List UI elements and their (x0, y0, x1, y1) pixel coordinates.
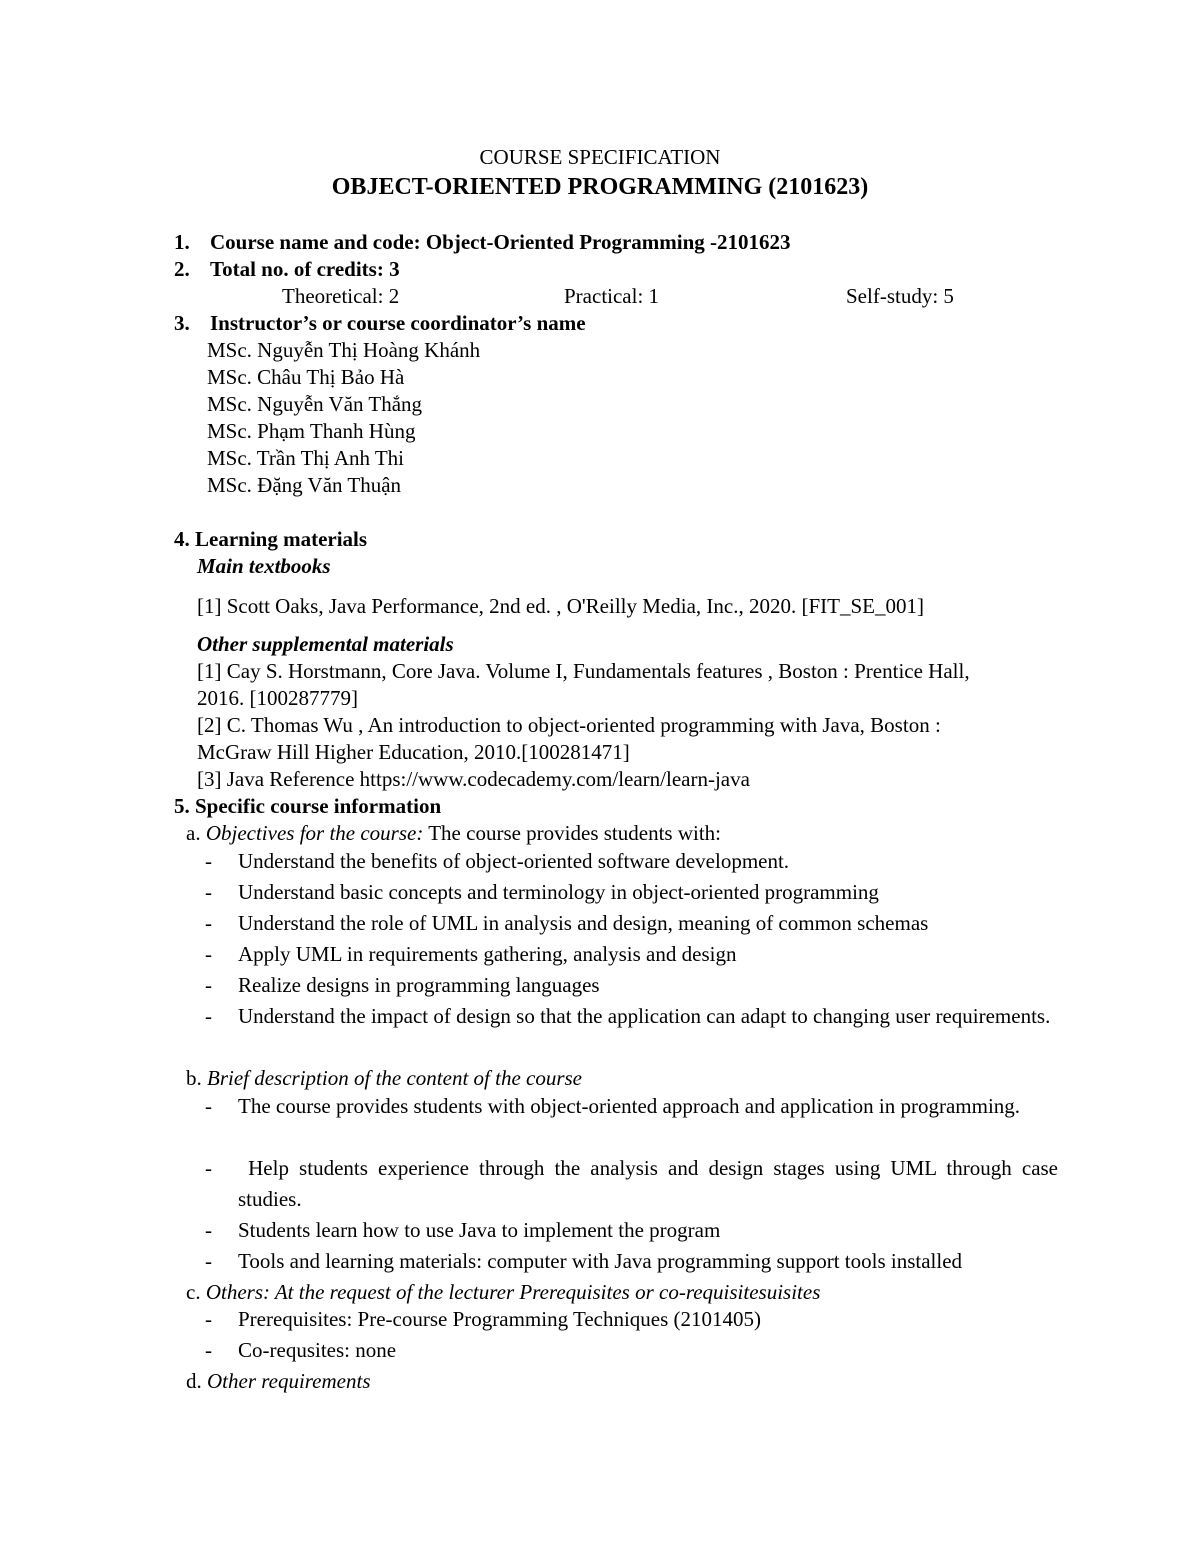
instructor-item: MSc. Châu Thị Bảo Hà (207, 365, 405, 389)
content-item: The course provides students with object-oriented approach and application in programming. (238, 1094, 1021, 1118)
objective-item: Understand the role of UML in analysis and design, meaning of common schemas (238, 911, 929, 935)
bullet-dash: - (205, 1004, 212, 1028)
subsection-c (186, 1279, 820, 1305)
bullet-dash: - (205, 849, 212, 873)
section-3-text: Instructor’s or course coordinator’s name (210, 311, 586, 335)
subsection-d-title: Other requirements (207, 1369, 371, 1393)
corequisite-item: Co-requsites: none (238, 1338, 397, 1362)
subsection-a-rest: The course provides students with: (423, 821, 722, 845)
instructor-item: MSc. Trần Thị Anh Thi (207, 446, 405, 470)
instructor-item: MSc. Nguyễn Văn Thắng (207, 392, 423, 416)
subsection-c-label: c. (186, 1280, 201, 1304)
document-title: COURSE SPECIFICATION (479, 145, 721, 169)
subsection-b-title: Brief description of the content of the course (207, 1066, 583, 1090)
bullet-dash: - (205, 973, 212, 997)
objective-item: Understand the benefits of object-oriented software development. (238, 849, 790, 873)
subsection-b (186, 1065, 582, 1091)
section-2 (174, 256, 400, 282)
bullet-dash: - (205, 1156, 212, 1180)
section-1-text: Course name and code: Object-Oriented Programming -2101623 (210, 230, 791, 254)
supplemental-item: [1] Cay S. Horstmann, Core Java. Volume I, Fundamentals features , Boston : Prentice Hall, (197, 659, 970, 683)
supplemental-heading: Other supplemental materials (197, 632, 454, 656)
bullet-dash: - (205, 1218, 212, 1242)
course-title: OBJECT-ORIENTED PROGRAMMING (2101623) (331, 174, 869, 200)
instructor-item: MSc. Đặng Văn Thuận (207, 473, 402, 497)
content-item: Tools and learning materials: computer with Java programming support tools installed (238, 1249, 963, 1273)
section-1 (174, 229, 791, 255)
section-2-number: 2. (174, 257, 190, 281)
main-textbook-item: [1] Scott Oaks, Java Performance, 2nd ed. , O'Reilly Media, Inc., 2020. [FIT_SE_001] (197, 594, 924, 618)
objective-item: Apply UML in requirements gathering, analysis and design (238, 942, 737, 966)
supplemental-item: [3] Java Reference https://www.codecademy.com/learn/learn-java (197, 767, 750, 791)
bullet-dash: - (205, 911, 212, 935)
content-item: Students learn how to use Java to implement the program (238, 1218, 721, 1242)
bullet-dash: - (205, 880, 212, 904)
section-3-number: 3. (174, 311, 190, 335)
subsection-d-label: d. (186, 1369, 202, 1393)
section-4 (174, 526, 367, 552)
subsection-d (186, 1368, 371, 1394)
section-5-text: Specific course information (195, 794, 442, 818)
instructor-item: MSc. Phạm Thanh Hùng (207, 419, 416, 443)
objective-item: Realize designs in programming languages (238, 973, 600, 997)
subsection-a-title: Objectives for the course: (205, 821, 424, 845)
objective-item: Understand the impact of design so that the application can adapt to changing user requirements. (238, 1004, 1051, 1028)
subsection-a (186, 820, 721, 846)
supplemental-item: McGraw Hill Higher Education, 2010.[100281471] (197, 740, 630, 764)
content-item: Help students experience through the analysis and design stages using UML through case studies. (238, 1156, 1064, 1211)
prerequisite-item: Prerequisites: Pre-course Programming Techniques (2101405) (238, 1307, 762, 1331)
objective-item: Understand basic concepts and terminology in object-oriented programming (238, 880, 879, 904)
subsection-a-label: a. (186, 821, 201, 845)
bullet-dash: - (205, 1307, 212, 1331)
supplemental-item: 2016. [100287779] (197, 686, 358, 710)
credits-theoretical: Theoretical: 2 (282, 284, 400, 308)
bullet-dash: - (205, 1338, 212, 1362)
section-2-text: Total no. of credits: 3 (210, 257, 400, 281)
bullet-dash: - (205, 1094, 212, 1118)
section-5 (174, 793, 441, 819)
section-4-text: Learning materials (195, 527, 368, 551)
credits-self-study: Self-study: 5 (846, 284, 954, 308)
section-4-number: 4. (174, 527, 190, 551)
instructor-item: MSc. Nguyễn Thị Hoàng Khánh (207, 338, 481, 362)
main-textbooks-heading: Main textbooks (197, 554, 331, 578)
section-5-number: 5. (174, 794, 190, 818)
bullet-dash: - (205, 1249, 212, 1273)
credits-practical: Practical: 1 (564, 284, 660, 308)
subsection-c-title: Others: At the request of the lecturer Prerequisites or co-requisitesuisites (205, 1280, 821, 1304)
bullet-dash: - (205, 942, 212, 966)
section-1-number: 1. (174, 230, 190, 254)
subsection-b-label: b. (186, 1066, 202, 1090)
supplemental-item: [2] C. Thomas Wu , An introduction to object-oriented programming with Java, Boston : (197, 713, 941, 737)
section-3 (174, 310, 586, 336)
